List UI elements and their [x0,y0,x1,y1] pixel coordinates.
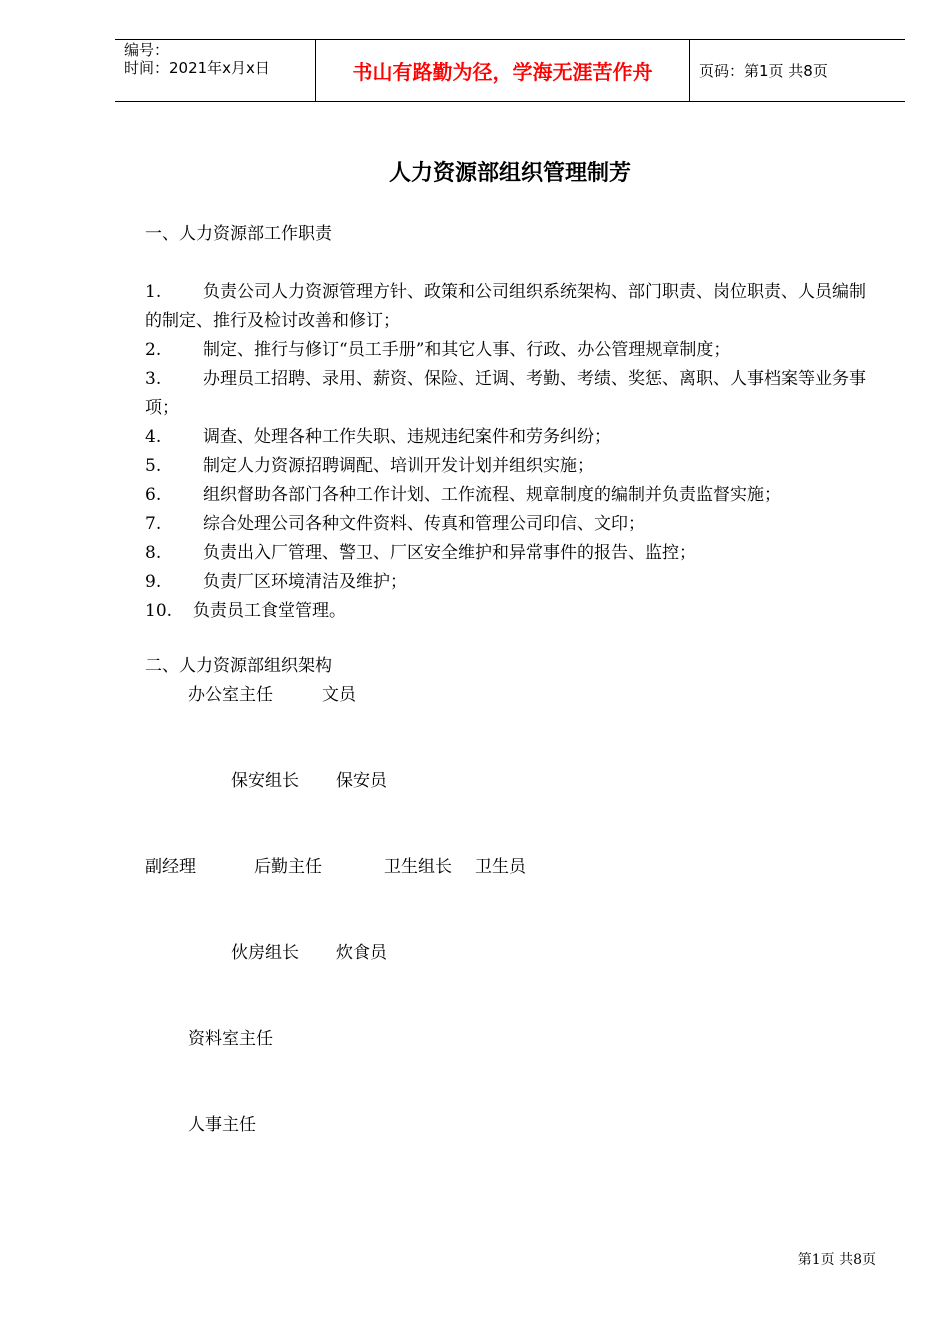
list-item [145,510,880,539]
org-clerk: 文员 [322,685,356,705]
header-motto: 书山有路勤为径，学海无涯苦作舟 [352,60,653,84]
header-page-info: 页码：第1页 共8页 [699,62,828,80]
header-left-cell [124,41,314,77]
item-text: 制定人力资源招聘调配、培训开发计划并组织实施； [203,456,594,476]
org-sanitation-leader: 卫生组长 [384,857,452,877]
duty-list [145,278,880,626]
org-deputy-manager: 副经理 [145,857,196,877]
org-cook: 炊食员 [336,943,387,963]
item-number: 6. [145,485,162,505]
item-text: 负责厂区环境清洁及维护； [203,572,407,592]
section2-heading: 二、人力资源部组织架构 [145,656,332,676]
item-text: 负责公司人力资源管理方针、政策和公司组织系统架构、部门职责、岗位职责、人员编制的制定、推行及检讨改善和修订； [145,282,866,331]
item-number: 7. [145,514,162,534]
org-sanitation-worker: 卫生员 [475,857,526,877]
item-number: 10. [145,601,173,621]
item-text: 负责出入厂管理、警卫、厂区安全维护和异常事件的报告、监控； [203,543,696,563]
page-footer: 第1页 共8页 [797,1252,876,1268]
list-item [145,597,880,626]
org-logistics-director: 后勤主任 [254,857,322,877]
org-archives-director: 资料室主任 [188,1029,273,1049]
item-number: 4. [145,427,162,447]
item-text: 办理员工招聘、录用、薪资、保险、迁调、考勤、考绩、奖惩、离职、人事档案等业务事项； [145,369,866,418]
item-text: 调查、处理各种工作失职、违规违纪案件和劳务纠纷； [203,427,611,447]
list-item [145,568,880,597]
item-number: 5. [145,456,162,476]
header-divider [689,40,690,101]
org-office-director: 办公室主任 [188,685,273,705]
document-title: 人力资源部组织管理制芳 [388,161,631,186]
item-text: 制定、推行与修订“员工手册”和其它人事、行政、办公管理规章制度； [203,340,731,360]
item-text: 综合处理公司各种文件资料、传真和管理公司印信、文印； [203,514,645,534]
item-number: 3. [145,369,162,389]
header-table [115,39,905,102]
list-item [145,423,880,452]
list-item [145,539,880,568]
list-item [145,365,880,423]
list-item [145,336,880,365]
org-security-leader: 保安组长 [231,771,299,791]
org-guard: 保安员 [336,771,387,791]
item-text: 组织督助各部门各种工作计划、工作流程、规章制度的编制并负责监督实施； [203,485,781,505]
item-number: 1. [145,282,162,302]
section1-heading: 一、人力资源部工作职责 [145,224,332,244]
list-item [145,452,880,481]
list-item [145,278,880,336]
item-number: 2. [145,340,162,360]
item-number: 8. [145,543,162,563]
item-number: 9. [145,572,162,592]
item-text: 负责员工食堂管理。 [193,601,346,621]
number-label: 编号： [124,41,170,59]
org-personnel-director: 人事主任 [188,1115,256,1135]
org-kitchen-leader: 伙房组长 [231,943,299,963]
list-item [145,481,880,510]
time-label: 时间：2021年x月x日 [124,59,270,77]
